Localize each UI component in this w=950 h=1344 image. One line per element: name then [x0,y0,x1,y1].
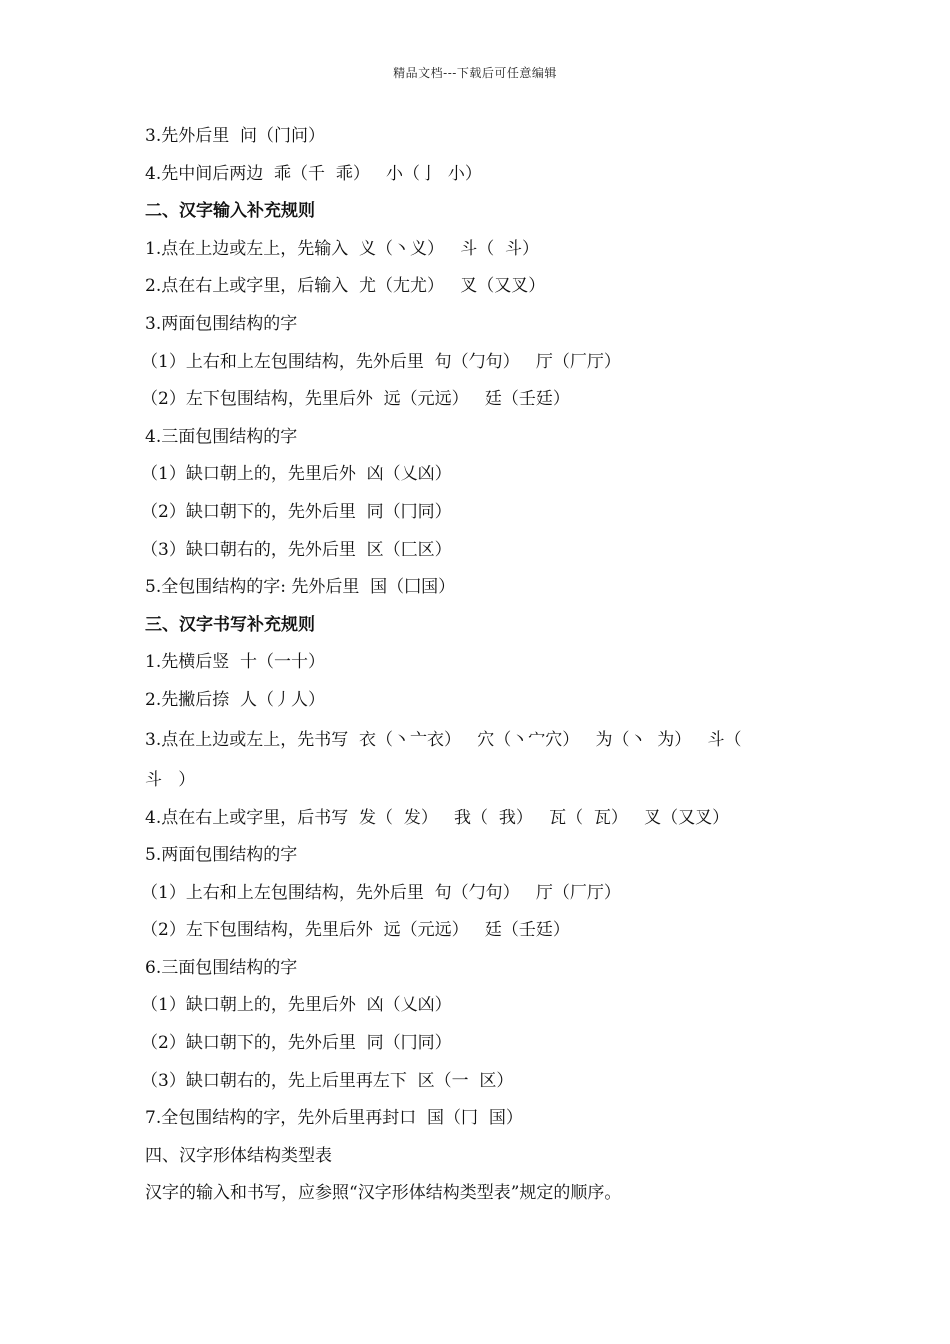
writing-rule-2: 2.先撇后捺 人（丿人） [145,689,326,710]
writing-rule-5-sub-2: （2）左下包围结构，先里后外 远（元远） 廷（壬廷） [141,920,570,941]
writing-rule-6: 6.三面包围结构的字 [145,957,298,978]
input-rule-2: 2.点在右上或字里，后输入 尤（尢尤） 叉（又叉） [145,276,546,297]
writing-rule-6-sub-3: （3）缺口朝右的，先上后里再左下 区（一 区） [141,1070,514,1091]
writing-rule-5: 5.两面包围结构的字 [145,845,298,866]
input-rule-4: 4.三面包围结构的字 [145,426,298,447]
rule-line-outer-inner: 3.先外后里 问（门问） [145,126,326,146]
input-rule-3-sub-1: （1）上右和上左包围结构，先外后里 句（勹句） 厅（厂厅） [141,351,621,372]
input-rule-4-sub-2: （2）缺口朝下的，先外后里 同（冂同） [141,501,452,522]
section-heading-structure-table: 四、汉字形体结构类型表 [145,1145,332,1166]
closing-paragraph: 汉字的输入和书写，应参照“汉字形体结构类型表”规定的顺序。 [145,1183,622,1204]
input-rule-1: 1.点在上边或左上，先输入 义（丶义） 斗（ 斗） [145,238,540,259]
writing-rule-6-sub-2: （2）缺口朝下的，先外后里 同（冂同） [141,1033,452,1054]
writing-rule-6-sub-1: （1）缺口朝上的，先里后外 凶（乂凶） [141,995,452,1016]
input-rule-5: 5.全包围结构的字: 先外后里 国（囗国） [145,577,456,598]
writing-rule-3: 3.点在上边或左上，先书写 衣（丶亠衣） 穴（丶宀穴） 为（丶 为） 斗（ [145,729,742,750]
writing-rule-1: 1.先横后竖 十（一十） [145,652,326,673]
input-rule-4-sub-1: （1）缺口朝上的，先里后外 凶（乂凶） [141,464,452,485]
writing-rule-7: 7.全包围结构的字，先外后里再封口 国（冂 国） [145,1108,523,1129]
writing-rule-5-sub-1: （1）上右和上左包围结构，先外后里 句（勹句） 厅（厂厅） [141,882,621,903]
rule-line-middle-sides: 4.先中间后两边 乖（千 乖） 小（亅 小） [145,163,482,184]
page-header: 精品文档---下载后可任意编辑 [393,66,557,80]
section-heading-writing-rules: 三、汉字书写补充规则 [145,614,315,635]
input-rule-4-sub-3: （3）缺口朝右的，先外后里 区（匚区） [141,539,452,560]
input-rule-3: 3.两面包围结构的字 [145,313,298,334]
section-heading-input-rules: 二、汉字输入补充规则 [145,201,315,222]
input-rule-3-sub-2: （2）左下包围结构，先里后外 远（元远） 廷（壬廷） [141,389,570,410]
writing-rule-4: 4.点在右上或字里，后书写 发（ 发） 我（ 我） 瓦（ 瓦） 叉（又叉） [145,807,730,828]
writing-rule-3-continued: 斗 ） [145,769,196,790]
document-body [141,118,810,1213]
